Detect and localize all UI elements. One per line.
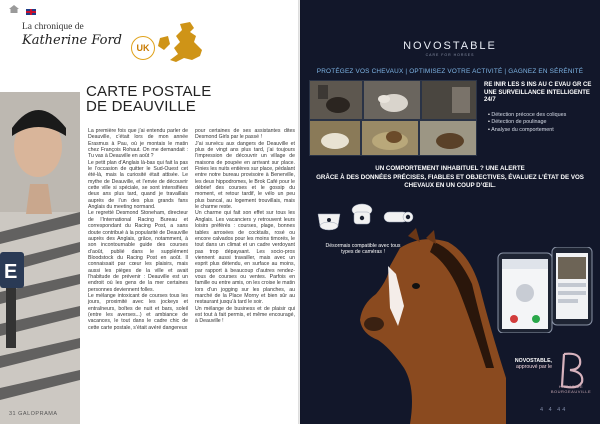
paragraph: La première fois que j’ai entendu parler de Deauville, c’était lors de mon année Erasmus à Pau, où je montais le matin chez François Rohaut. On me demandait : Tu vas à Deauville en août ?	[88, 128, 188, 160]
map-icon	[150, 20, 222, 72]
headline-line-2: DE DEAUVILLE	[86, 98, 196, 115]
compatibility-note: Désormais compatible avec tous types de caméras !	[325, 243, 401, 256]
tagline: PROTÉGEZ VOS CHEVAUX | OPTIMISEZ VOTRE ACTIVITÉ | GAGNEZ EN SÉRÉNITÉ	[316, 68, 584, 75]
alert-headline: UN COMPORTEMENT INHABITUEL ? UNE ALERTE	[375, 165, 525, 172]
home-icon	[9, 5, 19, 13]
page-folio-left: 31 GALOPRAMA	[9, 411, 58, 417]
headline	[86, 84, 211, 114]
horse-photo	[330, 228, 510, 424]
paragraph: Le petit plan d’Anglais là-bas qui fait la pas le l’occasion de quitter le Sud-Ouest cet été-là, mais la curiosité était attisée. Le mythe de Deauville, et l’envie de découvrir cette ville si spéciale, se sont intensifiées deux ans plus tard, quand je travaillais auprès de l’un des plus grands fans Anglais du meeting normand.	[88, 159, 188, 211]
camera-feed	[309, 120, 361, 156]
camera-feed	[361, 120, 419, 156]
page-folio-right: 4 4 44	[540, 407, 568, 413]
page-fold	[298, 0, 302, 424]
camera-feed	[419, 120, 477, 156]
article-column-2	[195, 128, 295, 325]
haras-name: HARAS DE BOURGEAUVILLE	[550, 384, 592, 394]
paragraph: Un mélange de business et de plaisir qui est tout à fait permis, et même encouragé, à Deauville !	[195, 305, 295, 325]
mic-logo: E	[4, 261, 18, 283]
approval-brand: NOVOSTABLE,	[514, 358, 552, 364]
phone-app-mockup	[494, 247, 594, 333]
uk-flag-icon	[26, 9, 36, 15]
paragraph: pour certaines de ses assistantes dites Desmond Girls par le passé !	[195, 128, 295, 141]
right-page	[300, 0, 600, 424]
article-column-1	[88, 128, 188, 331]
paragraph: Un charme qui fait son effet sur tous les Anglais. Les vacanciers y retrouvent leurs loisirs préférés : courses, plage, bonnes tables arrosées de cocktails, rosé ou encore calvados pour les moins timorés, le tout dans un climat et un cadre verdoyant pas trop dépaysant. Les socio-pros viennent aussi travailler, mais avec un esprit plus détendu, en surface au moins, par rapport à beaucoup d’autres rendez-vous de courses ou ventes. Parfois en famille ou entre amis, on les croise le matin lors d’un jogging sur les planches, au marché de la Place Morny et bien sûr au restaurant jusqu’à tard le soir.	[195, 210, 295, 306]
feature-item: • Détection de poulinage	[488, 119, 594, 126]
author-photo	[0, 92, 80, 424]
camera-feeds	[309, 80, 475, 154]
paragraph: J’ai survécu aux dangers de Deauville et plus de vingt ans plus tard, j’ai toujours l’impression de découvrir un village de maisons de poupée en arrivant sur place. Finies les nuits entières sur place, pédalant entre notre bureau provisoire à Benerville, les deux hippodromes, le Brok Café pour le débrief des courses et le gossip du moment, et retour tardif, le vélo un peu plus bancal, au logement trouvillais, mais le charme reste.	[195, 140, 295, 211]
uk-badge: UK	[131, 36, 155, 60]
camera-feed	[421, 80, 477, 120]
approval-note	[506, 358, 552, 371]
feature-title: RE INIR LES S INS AU C EVAU GR CE UNE SURVEILLANCE INTELLIGENTE 24/7	[484, 82, 592, 103]
author-name: Katherine Ford	[22, 33, 122, 48]
feature-list	[488, 112, 594, 134]
paragraph: Le mélange intoxicant de courses tous les jours, proximité avec les jockeys et entraîneurs, boîtes de nuit et bars, soleil (entre les averses...) et ambiance de vacances, le tout dans le cadre chic de cette carte postale, s’était avéré dangereux	[88, 292, 188, 331]
paragraph: Le regretté Desmond Stoneham, directeur de l’International Racing Bureau et correspondant du Racing Post, a sans doute contribué à la popularité de Deauville auprès des Anglais, grâce, notamment, à son incontournable guide des courses d’août, publié dans le supplément Bloodstock du Racing Post en août. Il connaissait par cœur les plaisirs, mais aussi les pièges de la ville et avait l’habitude de prévenir : Deauville est un endroit où les gens de la mer certaines personnes deviennent folles.	[88, 210, 188, 293]
alert-subline: GRÂCE À DES DONNÉES PRÉCISES, FIABLES ET OBJECTIVES, ÉVALUEZ L’ÉTAT DE VOS CHEVAUX EN UN COUP D’ŒIL.	[316, 174, 584, 189]
camera-feed	[309, 80, 363, 120]
feature-item: • Détection précoce des coliques	[488, 112, 594, 119]
brand-logo-text: NOVOSTABLE	[403, 40, 497, 52]
brand-subtitle: CARE FOR HORSES	[425, 53, 475, 57]
headline-line-1: CARTE POSTALE	[86, 83, 212, 100]
column-title: La chronique de	[22, 22, 84, 32]
feature-item: • Analyse du comportement	[488, 127, 594, 134]
camera-feed	[363, 80, 421, 120]
top-bar	[0, 0, 300, 14]
approval-text: approuvé par le	[515, 364, 552, 371]
